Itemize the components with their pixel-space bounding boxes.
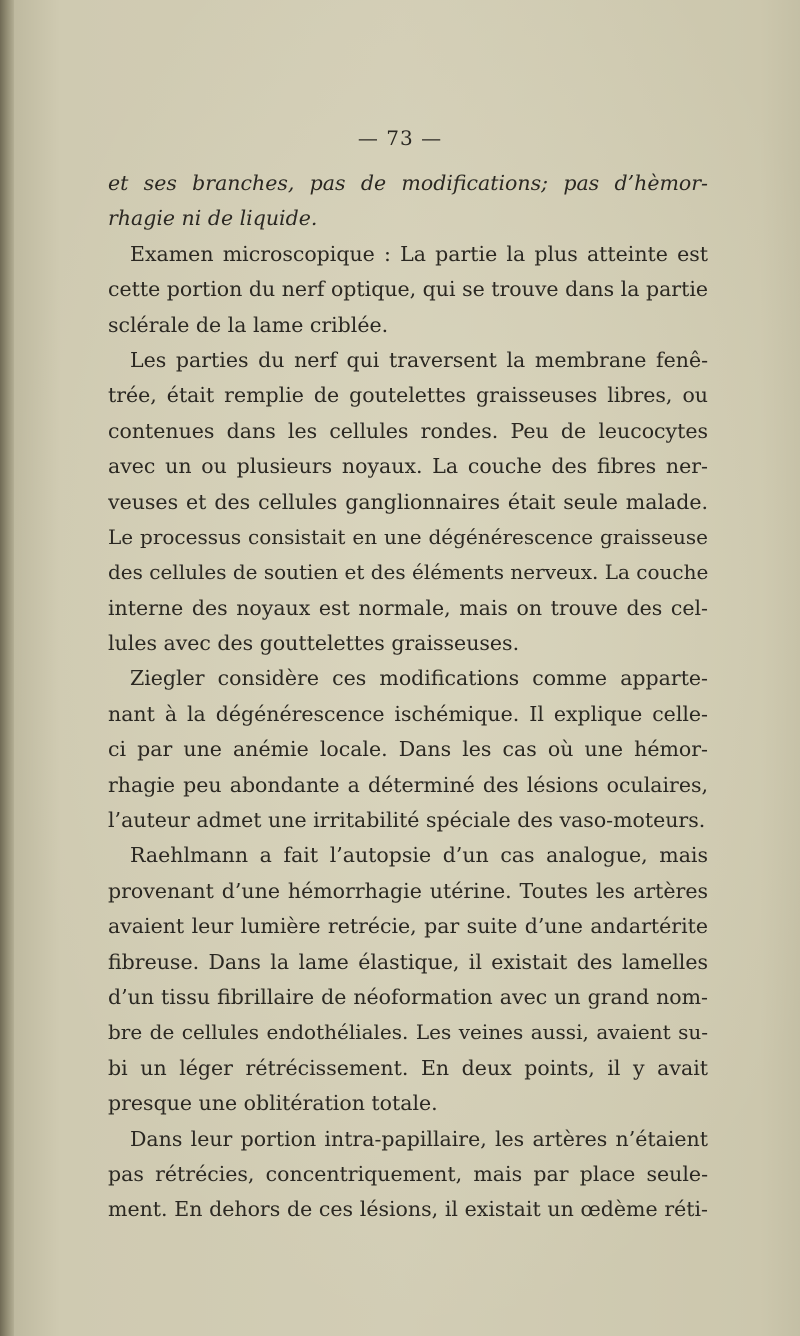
text-line: ci par une anémie locale. Dans les cas où une hémor- [108, 737, 708, 762]
text-line: interne des noyaux est normale, mais on trouve des cel- [108, 595, 708, 620]
text-line: contenues dans les cellules rondes. Peu de leucocytes [108, 418, 708, 443]
text-line: lules avec des gouttelettes graisseuses. [108, 631, 520, 656]
text-line: bre de cellules endothéliales. Les veines aussi, avaient su- [108, 1020, 708, 1045]
text-line: sclérale de la lame criblée. [108, 312, 389, 337]
text-line: avec un ou plusieurs noyaux. La couche des fibres ner- [108, 454, 708, 479]
text-line: Les parties du nerf qui traversent la membrane fenê- [130, 347, 708, 372]
text-line: et ses branches, pas de modifications; pas d’hèmor- [108, 171, 708, 195]
text-line: l’auteur admet une irritabilité spéciale des vaso-moteurs. [108, 808, 706, 833]
text-line: provenant d’une hémorrhagie utérine. Toutes les artères [108, 878, 708, 903]
text-line: presque une oblitération totale. [108, 1091, 438, 1116]
text-line: veuses et des cellules ganglionnaires était seule malade. [108, 489, 708, 514]
text-line: trée, était remplie de goutelettes graisseuses libres, ou [108, 383, 708, 408]
text-line: avaient leur lumière retrécie, par suite d’une andartérite [108, 914, 708, 939]
text-line: nant à la dégénérescence ischémique. Il explique celle- [108, 701, 708, 726]
text-line: des cellules de soutien et des éléments nerveux. La couche [108, 560, 708, 585]
text-line: Le processus consistait en une dégénérescence graisseuse [108, 524, 708, 549]
text-line: pas rétrécies, concentriquement, mais par place seule- [108, 1161, 708, 1186]
text-line: Examen microscopique : La partie la plus atteinte est [130, 241, 708, 266]
text-line: rhagie ni de liquide. [108, 206, 318, 231]
book-spine-shadow [0, 0, 14, 1336]
text-line: rhagie peu abondante a déterminé des lésions oculaires, [108, 772, 708, 797]
text-line: cette portion du nerf optique, qui se trouve dans la partie [108, 277, 708, 302]
page-number: — 73 — [357, 126, 443, 150]
body-text [108, 166, 708, 1228]
text-line: Ziegler considère ces modifications comme apparte- [130, 666, 708, 691]
text-line: d’un tissu fibrillaire de néoformation avec un grand nom- [108, 984, 708, 1009]
text-line: Raehlmann a fait l’autopsie d’un cas analogue, mais [130, 843, 708, 868]
text-line: Dans leur portion intra-papillaire, les artères n’étaient [130, 1126, 708, 1151]
text-line: ment. En dehors de ces lésions, il existait un œdème réti- [108, 1197, 708, 1222]
text-line: bi un léger rétrécissement. En deux points, il y avait [108, 1055, 708, 1080]
text-line: fibreuse. Dans la lame élastique, il existait des lamelles [108, 949, 708, 974]
